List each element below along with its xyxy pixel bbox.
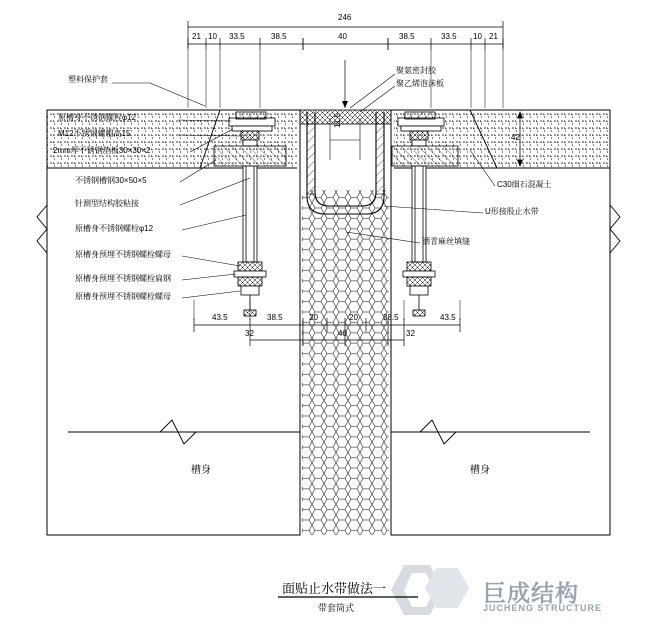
label-plastic-sleeve: 塑料保护套 bbox=[68, 75, 108, 84]
dim-top-2: 10 bbox=[208, 32, 217, 41]
dim-bot-sub-2: 40 bbox=[338, 329, 347, 338]
dim-right-42: 42 bbox=[511, 133, 520, 142]
dim-top-7: 33.5 bbox=[441, 32, 457, 41]
dim-top-6: 38.5 bbox=[399, 32, 415, 41]
label-left-9: 原槽身预埋不锈钢螺栓螺母 bbox=[75, 292, 171, 301]
label-body-left: 槽身 bbox=[191, 465, 211, 476]
dim-bot-sub-1: 32 bbox=[245, 329, 254, 338]
title-underline bbox=[278, 596, 418, 600]
label-left-2: M12不锈钢螺帽高15 bbox=[58, 129, 131, 138]
drawing-title: 面贴止水带做法一 bbox=[282, 581, 387, 596]
dim-bot-6: 43.5 bbox=[440, 313, 456, 322]
dim-bot-1: 43.5 bbox=[212, 313, 228, 322]
dim-top-4: 38.5 bbox=[271, 32, 287, 41]
label-right-asphalt-hemp: 洒青麻丝填缝 bbox=[422, 237, 470, 246]
dim-bot-2: 38.5 bbox=[267, 313, 283, 322]
label-left-3: 2mm厚不锈钢垫板30×30×2 bbox=[53, 146, 151, 155]
label-body-right: 槽身 bbox=[470, 465, 490, 476]
label-right-u-waterstop: U形接股止水带 bbox=[485, 207, 539, 216]
dim-top-1: 21 bbox=[192, 32, 201, 41]
dim-top-8: 10 bbox=[473, 32, 482, 41]
label-polyurethane-sealant: 聚氨密封胶 bbox=[396, 66, 436, 75]
label-left-7: 原槽身预埋不锈钢螺栓螺母 bbox=[75, 250, 171, 259]
dim-bot-5: 38.5 bbox=[383, 313, 399, 322]
dim-total-246: 246 bbox=[338, 13, 352, 22]
label-left-4: 不锈钢槽钢30×50×5 bbox=[75, 176, 147, 185]
watermark-brand-en: JUCHENG STRUCTURE bbox=[483, 603, 603, 613]
dim-bot-4: 20 bbox=[349, 313, 358, 322]
label-polyethylene-foam-board: 聚乙烯泡沫板 bbox=[396, 79, 444, 88]
label-left-5: 针测型结构胶粘接 bbox=[75, 199, 139, 208]
label-left-6: 原槽身不锈钢螺栓φ12 bbox=[75, 224, 154, 233]
label-left-8: 原槽身预埋不锈钢螺栓扁钢 bbox=[75, 274, 171, 283]
dim-top-3: 33.5 bbox=[229, 32, 245, 41]
label-right-c30-concrete: C30细石混凝土 bbox=[497, 180, 552, 189]
dim-center-vertical: 11.5 bbox=[333, 113, 342, 128]
drawing-subtitle: 带套筒式 bbox=[318, 603, 355, 613]
dim-bot-sub-3: 32 bbox=[406, 329, 415, 338]
watermark-brand-cn: 巨成结构 bbox=[483, 580, 579, 606]
dim-top-9: 21 bbox=[489, 32, 498, 41]
dim-bot-3: 20 bbox=[309, 313, 318, 322]
dim-top-5: 40 bbox=[338, 32, 347, 41]
label-left-1: 原槽身不锈钢螺栓φ12 bbox=[58, 113, 137, 122]
